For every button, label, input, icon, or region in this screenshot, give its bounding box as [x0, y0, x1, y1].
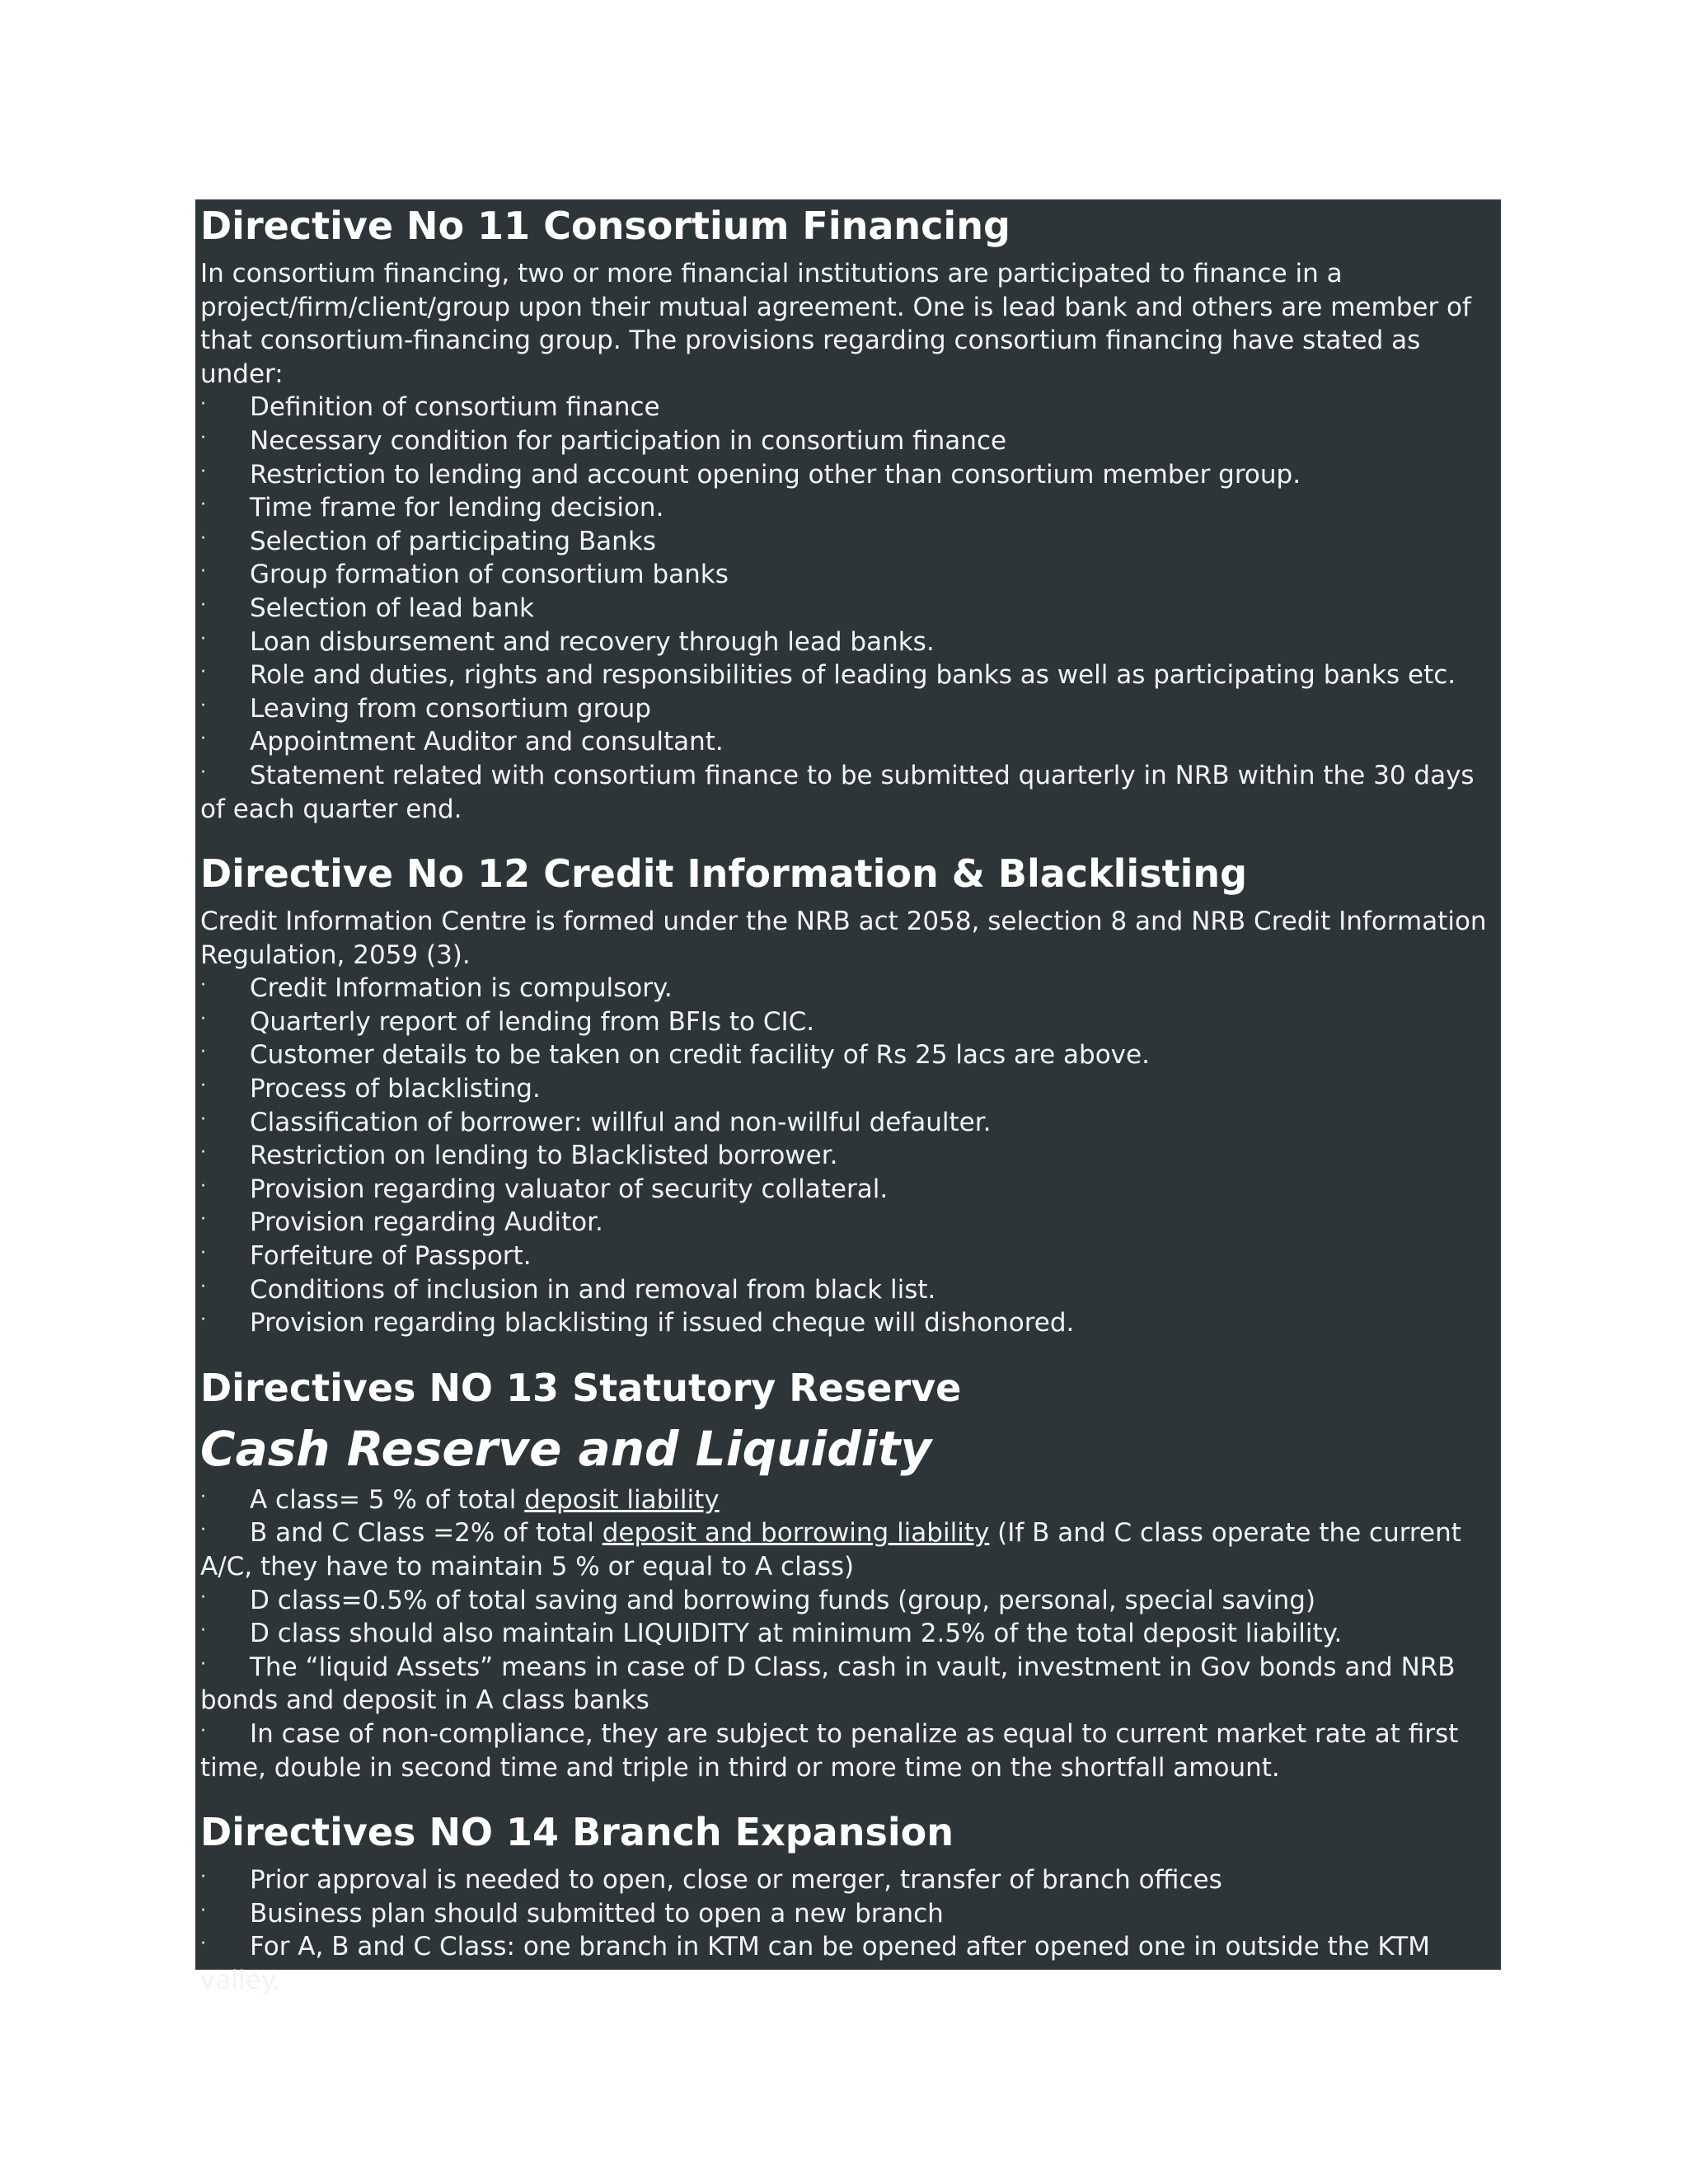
- bullet-icon: ·: [200, 695, 206, 716]
- bullet-icon: ·: [200, 1520, 206, 1541]
- bullet-icon: ·: [200, 1142, 206, 1164]
- section-directive-12: [200, 847, 1494, 1340]
- bullet-list: [200, 1483, 1494, 1784]
- list-item: · A class= 5 % of total deposit liability: [200, 1484, 720, 1515]
- section-intro: In consortium financing, two or more financial institutions are participated to finance in a project/firm/client/group upon their mutual agreement. One is lead bank and others are member of that consortium-financing group. The provisions regarding consortium financing have stated as under:: [200, 259, 1471, 389]
- list-item: · Time frame for lending decision.: [200, 493, 664, 523]
- list-item: · Statement related with consortium finance to be submitted quarterly in NRB within the 30 days of each quarter end.: [200, 760, 1475, 824]
- bullet-list: [200, 1863, 1494, 1997]
- list-item: · Restriction on lending to Blacklisted borrower.: [200, 1141, 838, 1171]
- section-directive-13: [200, 1361, 1494, 1784]
- document-panel: [195, 199, 1501, 1995]
- list-item: · Leaving from consortium group: [200, 693, 651, 724]
- bullet-icon: ·: [200, 1586, 206, 1608]
- bullet-icon: ·: [200, 1209, 206, 1230]
- bullet-icon: ·: [200, 1653, 206, 1675]
- list-item: · Forfeiture of Passport.: [200, 1241, 532, 1272]
- list-item: · Selection of lead bank: [200, 593, 534, 623]
- bullet-icon: ·: [200, 1076, 206, 1097]
- bullet-icon: ·: [200, 561, 206, 583]
- section-heading: Directive No 11 Consortium Financing: [200, 204, 1010, 248]
- bullet-icon: ·: [200, 1933, 206, 1955]
- section-intro: Credit Information Centre is formed under the NRB act 2058, selection 8 and NRB Credit Information Regulation, 2059 (3).: [200, 907, 1487, 970]
- bullet-icon: ·: [200, 628, 206, 649]
- list-item: · Appointment Auditor and consultant.: [200, 727, 724, 757]
- list-item: · D class=0.5% of total saving and borrowing funds (group, personal, special saving): [200, 1585, 1316, 1615]
- bullet-icon: ·: [200, 1867, 206, 1888]
- list-item: · Business plan should submitted to open a new branch: [200, 1898, 944, 1929]
- bullet-icon: ·: [200, 527, 206, 549]
- list-item: · Group formation of consortium banks: [200, 560, 729, 590]
- bullet-icon: ·: [200, 461, 206, 482]
- section-heading: Directives NO 14 Branch Expansion: [200, 1810, 954, 1855]
- list-item: · Role and duties, rights and responsibilities of leading banks as well as participating banks etc.: [200, 660, 1456, 691]
- bullet-list: [200, 972, 1494, 1340]
- section-subheading: Cash Reserve and Liquidity: [200, 1420, 932, 1477]
- underlined-term: deposit and borrowing liability: [602, 1518, 990, 1549]
- bullet-icon: ·: [200, 594, 206, 616]
- section-directive-11: [200, 199, 1494, 826]
- list-item: · D class should also maintain LIQUIDITY at minimum 2.5% of the total deposit liability.: [200, 1619, 1343, 1649]
- bullet-icon: ·: [200, 1042, 206, 1063]
- list-item: · For A, B and C Class: one branch in KTM can be opened after opened one in outside the KTM valley.: [200, 1932, 1430, 1995]
- list-item: · Conditions of inclusion in and removal from black list.: [200, 1274, 936, 1305]
- list-item: · The “liquid Assets” means in case of D Class, cash in vault, investment in Gov bonds and NRB bonds and deposit in A class banks: [200, 1652, 1456, 1716]
- section-heading: Directives NO 13 Statutory Reserve: [200, 1365, 962, 1410]
- list-item: · In case of non-compliance, they are subject to penalize as equal to current market rate at first time, double in second time and triple in third or more time on the shortfall amount.: [200, 1718, 1459, 1783]
- list-item: · Definition of consortium finance: [200, 392, 660, 423]
- bullet-icon: ·: [200, 975, 206, 996]
- bullet-icon: ·: [200, 494, 206, 516]
- bullet-icon: ·: [200, 427, 206, 448]
- list-item: · Provision regarding valuator of security collateral.: [200, 1174, 889, 1204]
- bullet-icon: ·: [200, 762, 206, 783]
- bullet-icon: ·: [200, 394, 206, 415]
- bullet-icon: ·: [200, 1008, 206, 1029]
- list-item: · Process of blacklisting.: [200, 1074, 541, 1104]
- bullet-icon: ·: [200, 1243, 206, 1264]
- bullet-icon: ·: [200, 1486, 206, 1507]
- list-item: · Customer details to be taken on credit facility of Rs 25 lacs are above.: [200, 1040, 1150, 1071]
- section-directive-14: [200, 1806, 1494, 1997]
- underlined-term: deposit liability: [524, 1484, 720, 1515]
- bullet-icon: ·: [200, 1276, 206, 1297]
- list-item: · Classification of borrower: willful and non-willful defaulter.: [200, 1107, 992, 1137]
- list-item: · Credit Information is compulsory.: [200, 973, 673, 1004]
- list-item: · Provision regarding blacklisting if issued cheque will dishonored.: [200, 1308, 1075, 1338]
- list-item: · Necessary condition for participation in consortium finance: [200, 425, 1007, 456]
- bullet-list: [200, 391, 1494, 826]
- bullet-icon: ·: [200, 1108, 206, 1130]
- list-item: · Prior approval is needed to open, close or merger, transfer of branch offices: [200, 1865, 1222, 1896]
- bullet-icon: ·: [200, 662, 206, 683]
- bullet-icon: ·: [200, 729, 206, 750]
- list-item: · Loan disbursement and recovery through lead banks.: [200, 626, 935, 657]
- bullet-icon: ·: [200, 1720, 206, 1741]
- bullet-icon: ·: [200, 1175, 206, 1197]
- bullet-icon: ·: [200, 1310, 206, 1331]
- list-item: · Selection of participating Banks: [200, 526, 656, 556]
- bullet-icon: ·: [200, 1900, 206, 1921]
- list-item: · Quarterly report of lending from BFIs to CIC.: [200, 1006, 815, 1037]
- list-item: · B and C Class =2% of total deposit and borrowing liability (If B and C class operate the current A/C, they have to maintain 5 % or equal to A class): [200, 1518, 1461, 1582]
- bullet-icon: ·: [200, 1620, 206, 1642]
- list-item: · Provision regarding Auditor.: [200, 1207, 603, 1238]
- list-item: · Restriction to lending and account opening other than consortium member group.: [200, 459, 1301, 490]
- section-heading: Directive No 12 Credit Information & Blacklisting: [200, 851, 1248, 897]
